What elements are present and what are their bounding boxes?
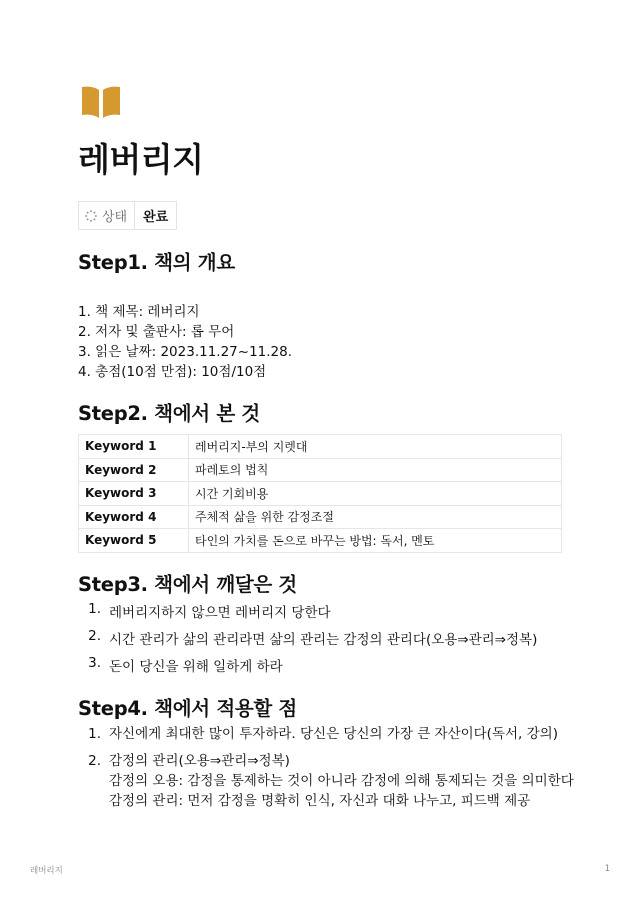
list-item	[78, 751, 574, 811]
list-number: 1.	[88, 601, 101, 617]
list-item: 4. 총점(10점 만점): 10점/10점	[78, 364, 267, 380]
status-value: 완료	[143, 210, 169, 225]
list-item	[78, 628, 537, 655]
page-number: 1	[604, 864, 610, 874]
keyword-key: Keyword 2	[79, 458, 189, 482]
list-text-block	[101, 751, 574, 811]
table-row	[79, 435, 562, 459]
list-number: 1.	[88, 726, 101, 742]
application-list	[78, 724, 574, 811]
list-text: 자신에게 최대한 많이 투자하라. 당신은 당신의 가장 큰 자산이다(독서, 강의)	[109, 726, 558, 742]
keyword-value: 타인의 가치를 돈으로 바꾸는 방법: 독서, 멘토	[189, 529, 562, 553]
status-label: 상태	[102, 210, 128, 225]
list-text: 감정의 관리: 먼저 감정을 명확히 인식, 자신과 대화 나누고, 피드백 제공	[109, 793, 531, 809]
step1-heading: Step1. 책의 개요	[78, 251, 235, 274]
footer-title: 레버리지	[30, 866, 63, 876]
step3-heading: Step3. 책에서 깨달은 것	[78, 573, 297, 596]
page-title: 레버리지	[78, 140, 204, 179]
list-number: 3.	[88, 655, 101, 671]
step2-heading: Step2. 책에서 본 것	[78, 402, 260, 425]
list-text: 돈이 당신을 위해 일하게 하라	[109, 659, 283, 675]
keyword-value: 주체적 삶을 위한 감정조절	[189, 505, 562, 529]
list-text-block	[101, 724, 558, 744]
list-text: 감정의 관리(오용⇒관리⇒정복)	[109, 753, 290, 769]
loading-spinner-icon	[85, 210, 97, 222]
keyword-key: Keyword 1	[79, 435, 189, 459]
list-item: 1. 책 제목: 레버리지	[78, 304, 200, 320]
keyword-value: 파레토의 법칙	[189, 458, 562, 482]
list-item: 2. 저자 및 출판사: 롭 무어	[78, 324, 235, 340]
list-number: 2.	[88, 753, 101, 769]
list-text: 레버리지하지 않으면 레버리지 당한다	[109, 605, 331, 621]
book-overview-list	[78, 302, 292, 382]
list-item	[78, 724, 574, 744]
keyword-value: 레버리지-부의 지렛대	[189, 435, 562, 459]
list-number: 2.	[88, 628, 101, 644]
list-item	[78, 655, 537, 682]
step4-heading: Step4. 책에서 적용할 점	[78, 697, 297, 720]
list-item	[78, 601, 537, 628]
status-property[interactable]	[78, 201, 177, 230]
list-text: 시간 관리가 삶의 관리라면 삶의 관리는 감정의 관리다(오용⇒관리⇒정복)	[109, 632, 538, 648]
table-row	[79, 505, 562, 529]
keyword-value: 시간 기회비용	[189, 482, 562, 506]
list-item: 3. 읽은 날짜: 2023.11.27~11.28.	[78, 344, 293, 360]
keyword-key: Keyword 3	[79, 482, 189, 506]
table-row	[79, 458, 562, 482]
open-book-icon	[80, 85, 122, 119]
list-text: 감정의 오용: 감정을 통제하는 것이 아니라 감정에 의해 통제되는 것을 의미한다	[109, 773, 574, 789]
keyword-key: Keyword 5	[79, 529, 189, 553]
insights-list	[78, 601, 537, 682]
table-row	[79, 529, 562, 553]
keyword-table	[78, 434, 562, 553]
table-row	[79, 482, 562, 506]
status-key	[79, 202, 135, 229]
keyword-key: Keyword 4	[79, 505, 189, 529]
